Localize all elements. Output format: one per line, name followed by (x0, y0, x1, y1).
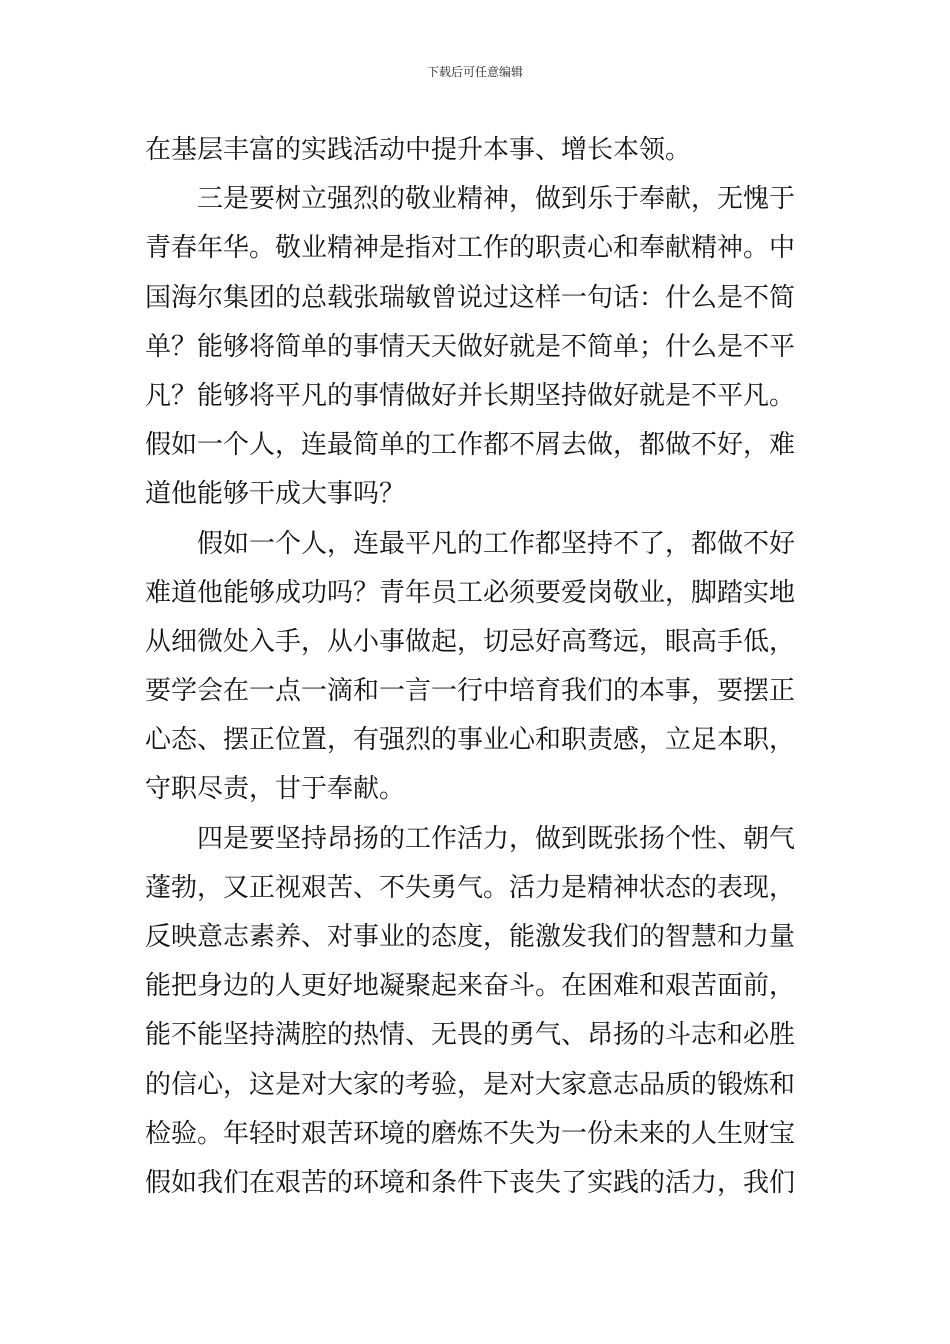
text-line: 青春年华。敬业精神是指对工作的职责心和奉献精神。中 (145, 233, 796, 264)
page-header: 下载后可任意编辑 (426, 65, 523, 79)
text-line: 三是要树立强烈的敬业精神，做到乐于奉献，无愧于 (197, 184, 796, 215)
text-line: 反映意志素养、对事业的态度，能激发我们的智慧和力量 (145, 922, 796, 952)
text-line: 道他能够干成大事吗？ (145, 479, 406, 510)
text-line: 难道他能够成功吗？青年员工必须要爱岗敬业，脚踏实地 (145, 577, 796, 608)
text-line: 守职尽责，甘于奉献。 (145, 774, 406, 805)
text-line: 四是要坚持昂扬的工作活力，做到既张扬个性、朝气 (197, 823, 796, 854)
text-line: 凡？能够将平凡的事情做好并长期坚持做好就是不平凡。 (145, 380, 796, 411)
document-body (145, 126, 810, 1208)
text-line: 单？能够将简单的事情天天做好就是不简单；什么是不平 (145, 331, 796, 362)
text-line: 从细微处入手，从小事做起，切忌好高骛远，眼高手低， (145, 626, 796, 657)
text-line: 能不能坚持满腔的热情、无畏的勇气、昂扬的斗志和必胜 (145, 1020, 796, 1051)
text-line: 假如一个人，连最平凡的工作都坚持不了，都做不好 (197, 528, 796, 559)
text-line: 国海尔集团的总载张瑞敏曾说过这样一句话：什么是不简 (145, 282, 796, 313)
text-line: 心态、摆正位置，有强烈的事业心和职责感，立足本职， (145, 725, 796, 756)
text-line: 假如我们在艰苦的环境和条件下丧失了实践的活力，我们 (145, 1167, 796, 1198)
text-line: 要学会在一点一滴和一言一行中培育我们的本事，要摆正 (145, 676, 796, 707)
text-line: 假如一个人，连最简单的工作都不屑去做，都做不好，难 (145, 430, 796, 461)
text-line: 在基层丰富的实践活动中提升本事、增长本领。 (145, 135, 692, 165)
text-line: 蓬勃，又正视艰苦、不失勇气。活力是精神状态的表现， (145, 872, 796, 903)
text-line: 检验。年轻时艰苦环境的磨炼不失为一份未来的人生财宝 (145, 1118, 796, 1149)
text-line: 的信心，这是对大家的考验，是对大家意志品质的锻炼和 (145, 1069, 796, 1100)
text-line: 能把身边的人更好地凝聚起来奋斗。在困难和艰苦面前， (145, 971, 796, 1002)
